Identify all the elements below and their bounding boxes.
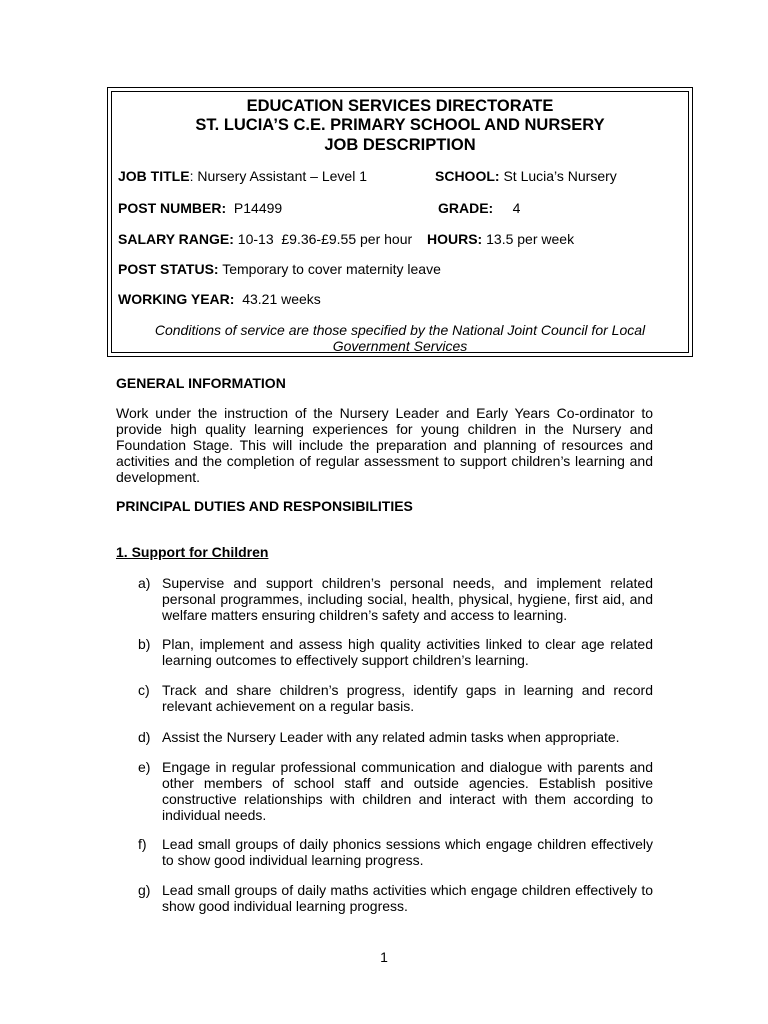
post-status-field [118,260,441,278]
duty-item-e [138,759,653,823]
duty-item-f [138,836,653,868]
page-number: 1 [380,949,388,965]
duty-item-marker: e) [138,759,151,775]
general-information-heading: GENERAL INFORMATION [116,375,286,391]
duty-item-text: Plan, implement and assess high quality activities linked to clear age related learning outcomes to effectively support children’s learning. [162,636,653,668]
grade-field [438,199,520,217]
grade-value: 4 [493,200,521,216]
duty-item-text: Track and share children’s progress, identify gaps in learning and record relevant achievement on a regular basis. [162,682,653,714]
working-year-value: 43.21 weeks [234,291,321,307]
duty-item-text: Lead small groups of daily phonics sessions which engage children effectively to show good individual learning progress. [162,836,653,868]
salary-range-field [118,230,412,248]
hours-field [427,230,574,248]
duty-item-text: Engage in regular professional communication and dialogue with parents and other members of school staff and outside agencies. Establish positive constructive relationships with children and interact with them according to individual needs. [162,759,653,823]
job-header-inner-border [111,91,689,353]
job-header-box [107,87,693,357]
salary-range-value: 10-13 £9.36-£9.55 per hour [233,231,413,247]
school-label: SCHOOL: [435,168,500,184]
duty-item-marker: d) [138,729,151,745]
duty-item-c [138,682,653,714]
directorate-title: EDUCATION SERVICES DIRECTORATE [246,97,554,115]
school-field [435,167,617,185]
conditions-line-2: Government Services [332,338,468,354]
post-status-value: Temporary to cover maternity leave [218,261,441,277]
duty-item-text: Assist the Nursery Leader with any related admin tasks when appropriate. [162,729,620,745]
working-year-label: WORKING YEAR: [118,291,235,307]
post-status-label: POST STATUS: [118,261,219,277]
duty-item-a [138,575,653,623]
duty-item-b [138,636,653,668]
duty-item-d [138,729,653,745]
post-number-value: P14499 [226,200,283,216]
principal-duties-heading: PRINCIPAL DUTIES AND RESPONSIBILITIES [116,498,413,514]
job-title-field [118,167,367,185]
duty-item-marker: f) [138,836,147,852]
support-for-children-heading: 1. Support for Children [116,544,269,560]
school-value: St Lucia’s Nursery [499,168,617,184]
job-title-value: : Nursery Assistant – Level 1 [189,168,367,184]
hours-label: HOURS: [427,231,483,247]
duty-item-marker: b) [138,636,151,652]
job-title-label: JOB TITLE [118,168,190,184]
duty-item-g [138,882,653,914]
post-number-field [118,199,282,217]
salary-range-label: SALARY RANGE: [118,231,234,247]
general-information-text: Work under the instruction of the Nursery Leader and Early Years Co-ordinator to provide high quality learning experiences for young children in the Nursery and Foundation Stage. This will include the preparation and planning of resources and activities and the completion of regular assessment to support children’s learning and development. [116,405,653,485]
hours-value: 13.5 per week [482,231,575,247]
document-title: JOB DESCRIPTION [324,136,476,154]
duty-item-text: Lead small groups of daily maths activities which engage children effectively to show good individual learning progress. [162,882,653,914]
conditions-line-1: Conditions of service are those specified by the National Joint Council for Local [154,322,646,338]
duty-item-marker: a) [138,575,151,591]
duty-item-text: Supervise and support children’s personal needs, and implement related personal programmes, including social, health, physical, hygiene, first aid, and welfare matters ensuring children’s safety and access to learning. [162,575,653,623]
duty-item-marker: c) [138,682,150,698]
working-year-field [118,290,321,308]
grade-label: GRADE: [438,200,494,216]
school-title: ST. LUCIA’S C.E. PRIMARY SCHOOL AND NURSERY [195,116,605,134]
post-number-label: POST NUMBER: [118,200,227,216]
duty-item-marker: g) [138,882,151,898]
